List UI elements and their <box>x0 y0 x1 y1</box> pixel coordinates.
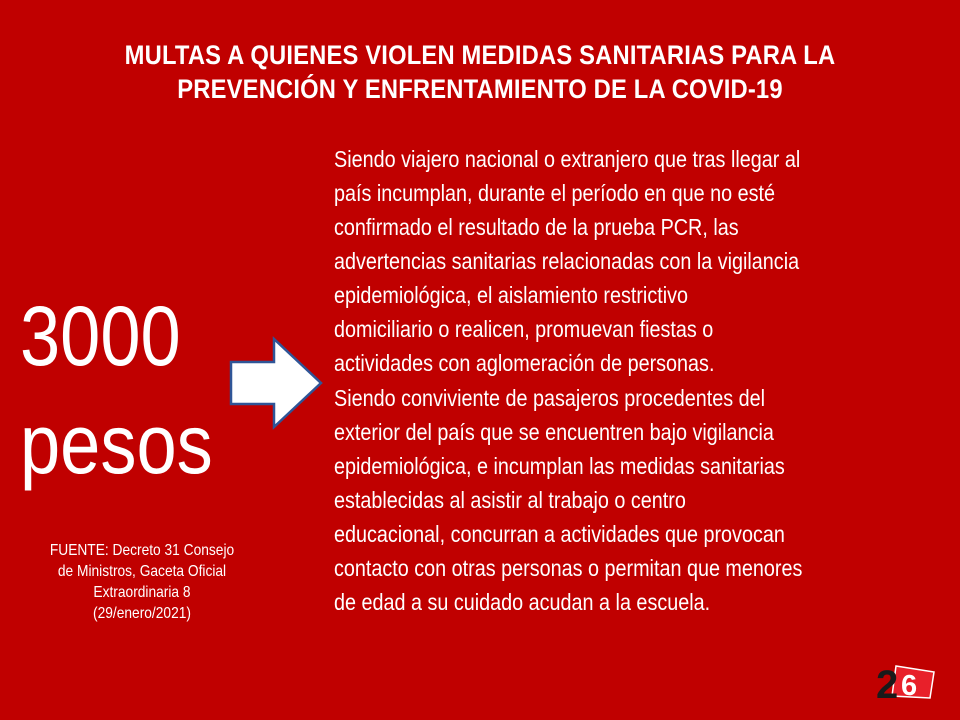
text-line: Siendo viajero nacional o extranjero que tras llegar al <box>334 146 801 172</box>
text-line: epidemiológica, el aislamiento restrictivo <box>334 282 689 308</box>
text-line: domiciliario o realicen, promuevan fiestas o <box>334 316 714 342</box>
title-line-1: MULTAS A QUIENES VIOLEN MEDIDAS SANITARIAS PARA LA <box>124 40 836 70</box>
right-arrow-icon <box>228 336 324 430</box>
fine-currency: pesos <box>20 397 213 491</box>
source-line: Extraordinaria 8 <box>93 584 191 601</box>
logo-digit-light: 6 <box>901 670 918 702</box>
logo-digit-dark: 2 <box>876 663 899 702</box>
text-line: epidemiológica, e incumplan las medidas sanitarias <box>334 453 785 479</box>
text-line: Siendo conviviente de pasajeros procedentes del <box>334 385 766 411</box>
text-line: país incumplan, durante el período en que no esté <box>334 180 775 206</box>
source-citation <box>35 540 248 624</box>
text-line: exterior del país que se encuentren bajo vigilancia <box>334 419 774 445</box>
text-line: establecidas al asistir al trabajo o centro <box>334 487 686 513</box>
text-line: confirmado el resultado de la prueba PCR, las <box>334 214 739 240</box>
text-line: educacional, concurran a actividades que provocan <box>334 521 785 547</box>
fine-value: 3000 <box>20 289 181 383</box>
slide-title <box>93 38 867 106</box>
source-line: FUENTE: Decreto 31 Consejo <box>49 542 235 559</box>
fine-amount <box>20 282 213 498</box>
text-line: de edad a su cuidado acudan a la escuela. <box>334 589 711 615</box>
paragraph-cohabitants <box>334 381 927 619</box>
violations-text <box>334 142 927 620</box>
paragraph-travelers <box>334 142 927 380</box>
text-line: advertencias sanitarias relacionadas con la vigilancia <box>334 248 800 274</box>
channel-logo <box>874 662 936 702</box>
text-line: contacto con otras personas o permitan que menores <box>334 555 803 581</box>
source-line: (29/enero/2021) <box>93 605 191 622</box>
title-line-2: PREVENCIÓN Y ENFRENTAMIENTO DE LA COVID-19 <box>177 74 783 104</box>
source-line: de Ministros, Gaceta Oficial <box>57 563 227 580</box>
text-line: actividades con aglomeración de personas. <box>334 350 715 376</box>
